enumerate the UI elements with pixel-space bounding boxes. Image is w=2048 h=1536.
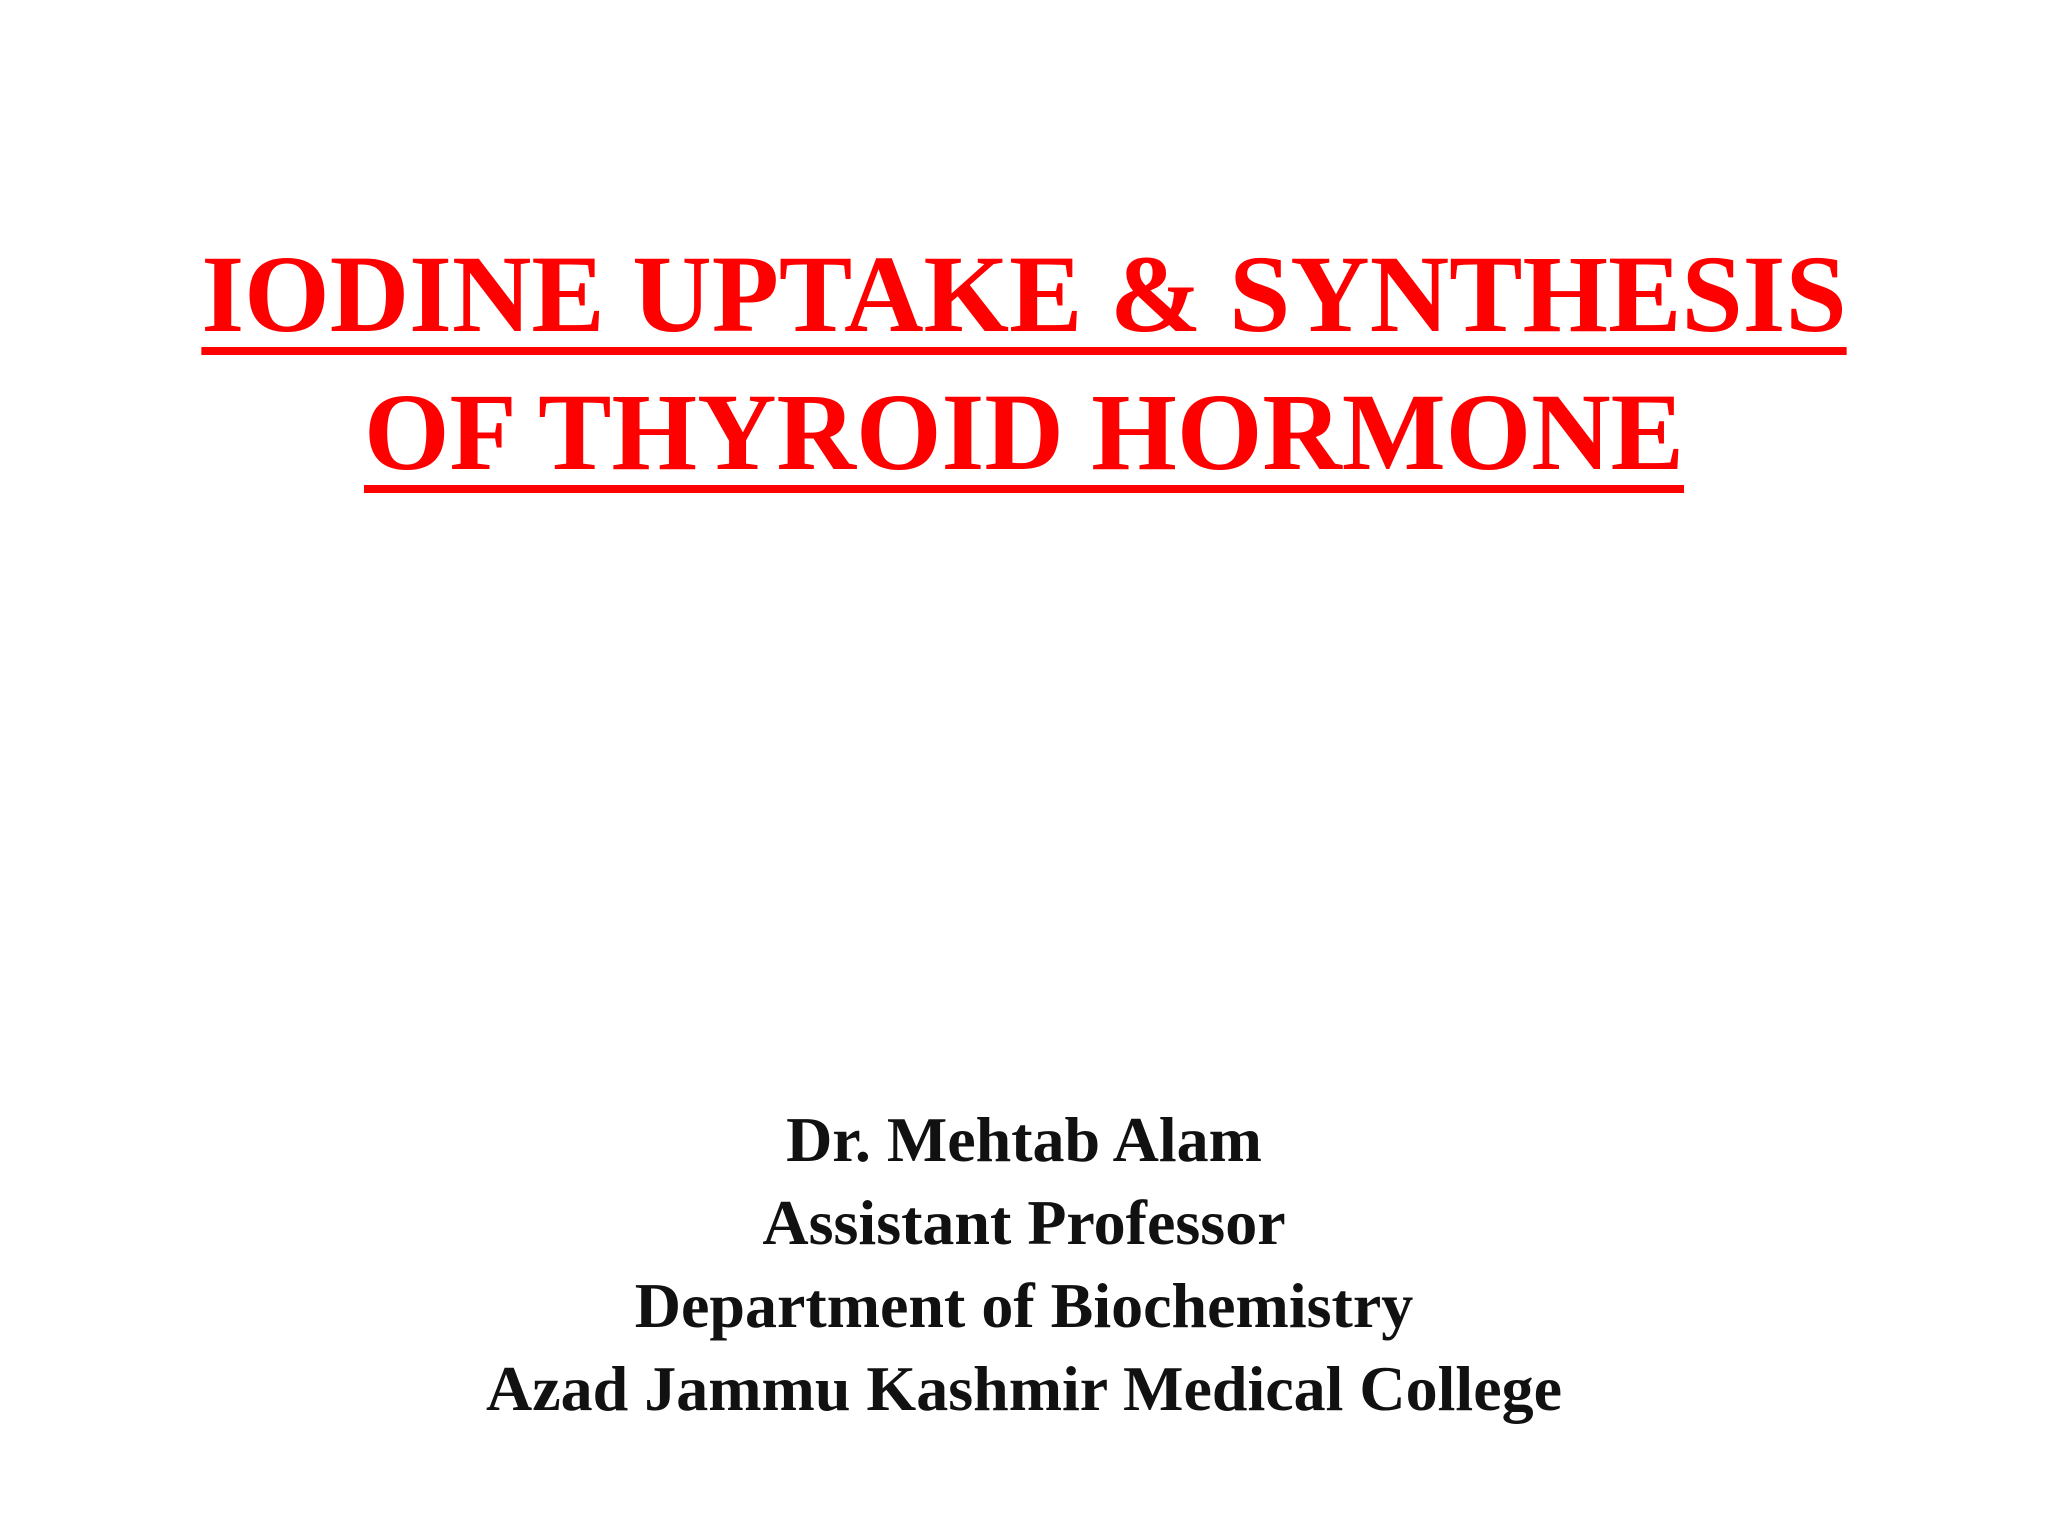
author-department: Department of Biochemistry bbox=[634, 1270, 1414, 1341]
author-name: Dr. Mehtab Alam bbox=[786, 1104, 1262, 1175]
author-position: Assistant Professor bbox=[762, 1187, 1286, 1258]
title-line-2: OF THYROID HORMONE bbox=[363, 371, 1685, 493]
slide-title bbox=[0, 225, 2048, 501]
author-institution: Azad Jammu Kashmir Medical College bbox=[485, 1353, 1563, 1424]
author-info bbox=[0, 1098, 2048, 1430]
title-line-1: IODINE UPTAKE & SYNTHESIS bbox=[201, 233, 1847, 355]
